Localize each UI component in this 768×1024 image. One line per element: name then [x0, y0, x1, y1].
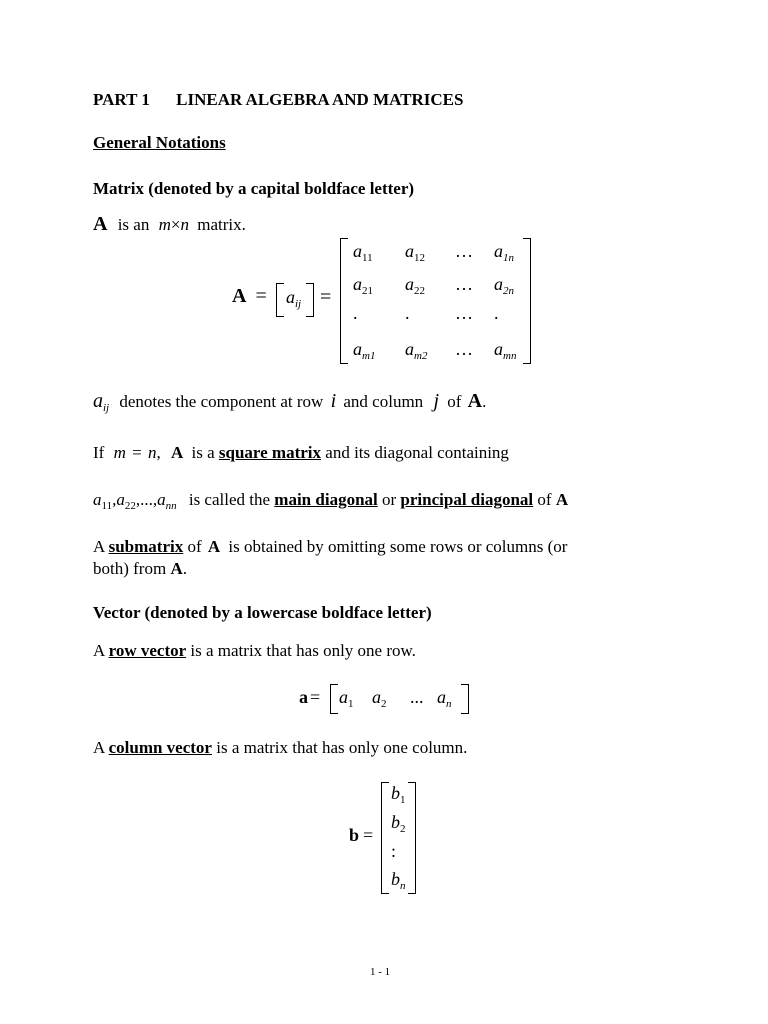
- matrix-right-bracket: [523, 238, 531, 364]
- row-vector-cell: ...: [410, 687, 424, 707]
- part-title: LINEAR ALGEBRA AND MATRICES: [176, 90, 464, 109]
- matrix-cell: .: [353, 303, 358, 323]
- term-column-vector: column vector: [108, 738, 212, 757]
- page-heading: [93, 89, 463, 111]
- aij-entry: $a_{ij}$: [286, 287, 302, 310]
- row-vector-cell: $a_2$: [372, 687, 387, 710]
- term-principal-diagonal: principal diagonal: [400, 490, 534, 509]
- square-matrix-line: If m = n, A is a square matrix and its diagonal containing: [93, 443, 509, 462]
- aij-left-bracket: [276, 283, 284, 317]
- matrix-def-text-a: is an: [117, 215, 150, 234]
- row-vector-right-bracket: [461, 684, 469, 714]
- row-vector-left-bracket: [330, 684, 338, 714]
- matrix-cell: $a_{2n}$: [494, 274, 514, 297]
- matrix-cell: $a_{11}$: [353, 241, 373, 264]
- column-vector-left-bracket: [381, 782, 389, 894]
- section-general-notations: General Notations: [93, 133, 226, 152]
- row-vector-line: A row vector is a matrix that has only one row.: [93, 641, 416, 660]
- column-vector-cell: $b_1$: [391, 783, 406, 806]
- matrix-left-bracket: [340, 238, 348, 364]
- column-vector-line: A column vector is a matrix that has only one column.: [93, 738, 468, 757]
- eq-sign-2: =: [320, 286, 332, 308]
- term-row-vector: row vector: [108, 641, 187, 660]
- term-main-diagonal: main diagonal: [274, 490, 378, 509]
- matrix-cell: $a_{1n}$: [494, 241, 514, 264]
- matrix-cell: $a_{mn}$: [494, 339, 517, 362]
- times-symbol: ×: [170, 215, 181, 234]
- submatrix-line-2: both) from A.: [93, 559, 187, 578]
- eq-sign: =: [255, 285, 267, 307]
- submatrix-line-1: A submatrix of A is obtained by omitting some rows or columns (or: [93, 537, 568, 556]
- column-vector-cell: :: [391, 841, 397, 861]
- column-vector-right-bracket: [408, 782, 416, 894]
- matrix-symbol: A: [93, 213, 108, 235]
- matrix-heading-text: Matrix (denoted by a capital boldface letter): [93, 179, 415, 198]
- main-diagonal-line: $a_{11},a_{22},...,a_{nn}$ is called the main diagonal or principal diagonal of A: [93, 490, 569, 512]
- component-line: $a_{ij}$ denotes the component at row i and column j of A.: [93, 390, 487, 414]
- matrix-cell: $a_{21}$: [353, 274, 373, 297]
- term-square-matrix: square matrix: [218, 443, 322, 462]
- matrix-def-text-b: matrix.: [197, 215, 246, 234]
- matrix-cell: …: [455, 339, 473, 359]
- matrix-cell: $a_{m1}$: [353, 339, 376, 362]
- vector-heading: Vector (denoted by a lowercase boldface letter): [93, 603, 432, 622]
- row-vector-cell: $a_n$: [437, 687, 452, 710]
- matrix-cell: $a_{m2}$: [405, 339, 428, 362]
- aij-right-bracket: [306, 283, 314, 317]
- dim-m: m: [158, 215, 171, 234]
- column-vector-cell: $b_2$: [391, 812, 406, 835]
- matrix-cell: …: [455, 274, 473, 294]
- column-vector-lhs: b =: [349, 825, 374, 845]
- matrix-heading: [93, 178, 414, 200]
- matrix-cell: $a_{12}$: [405, 241, 425, 264]
- column-vector-cell: $b_n$: [391, 869, 406, 892]
- matrix-cell: .: [494, 303, 499, 323]
- matrix-cell: …: [455, 303, 473, 323]
- matrix-equation-lhs: [232, 285, 267, 308]
- matrix-definition: [93, 213, 246, 236]
- matrix-cell: .: [405, 303, 410, 323]
- row-vector-cell: $a_1$: [339, 687, 354, 710]
- matrix-cell: …: [455, 241, 473, 261]
- matrix-cell: $a_{22}$: [405, 274, 425, 297]
- part-number: PART 1: [93, 90, 150, 109]
- term-submatrix: submatrix: [108, 537, 184, 556]
- eq-lhs-A: A: [232, 285, 247, 307]
- dim-n: n: [180, 215, 189, 234]
- page-number: 1 - 1: [370, 966, 391, 978]
- row-vector-lhs: a =: [299, 687, 321, 707]
